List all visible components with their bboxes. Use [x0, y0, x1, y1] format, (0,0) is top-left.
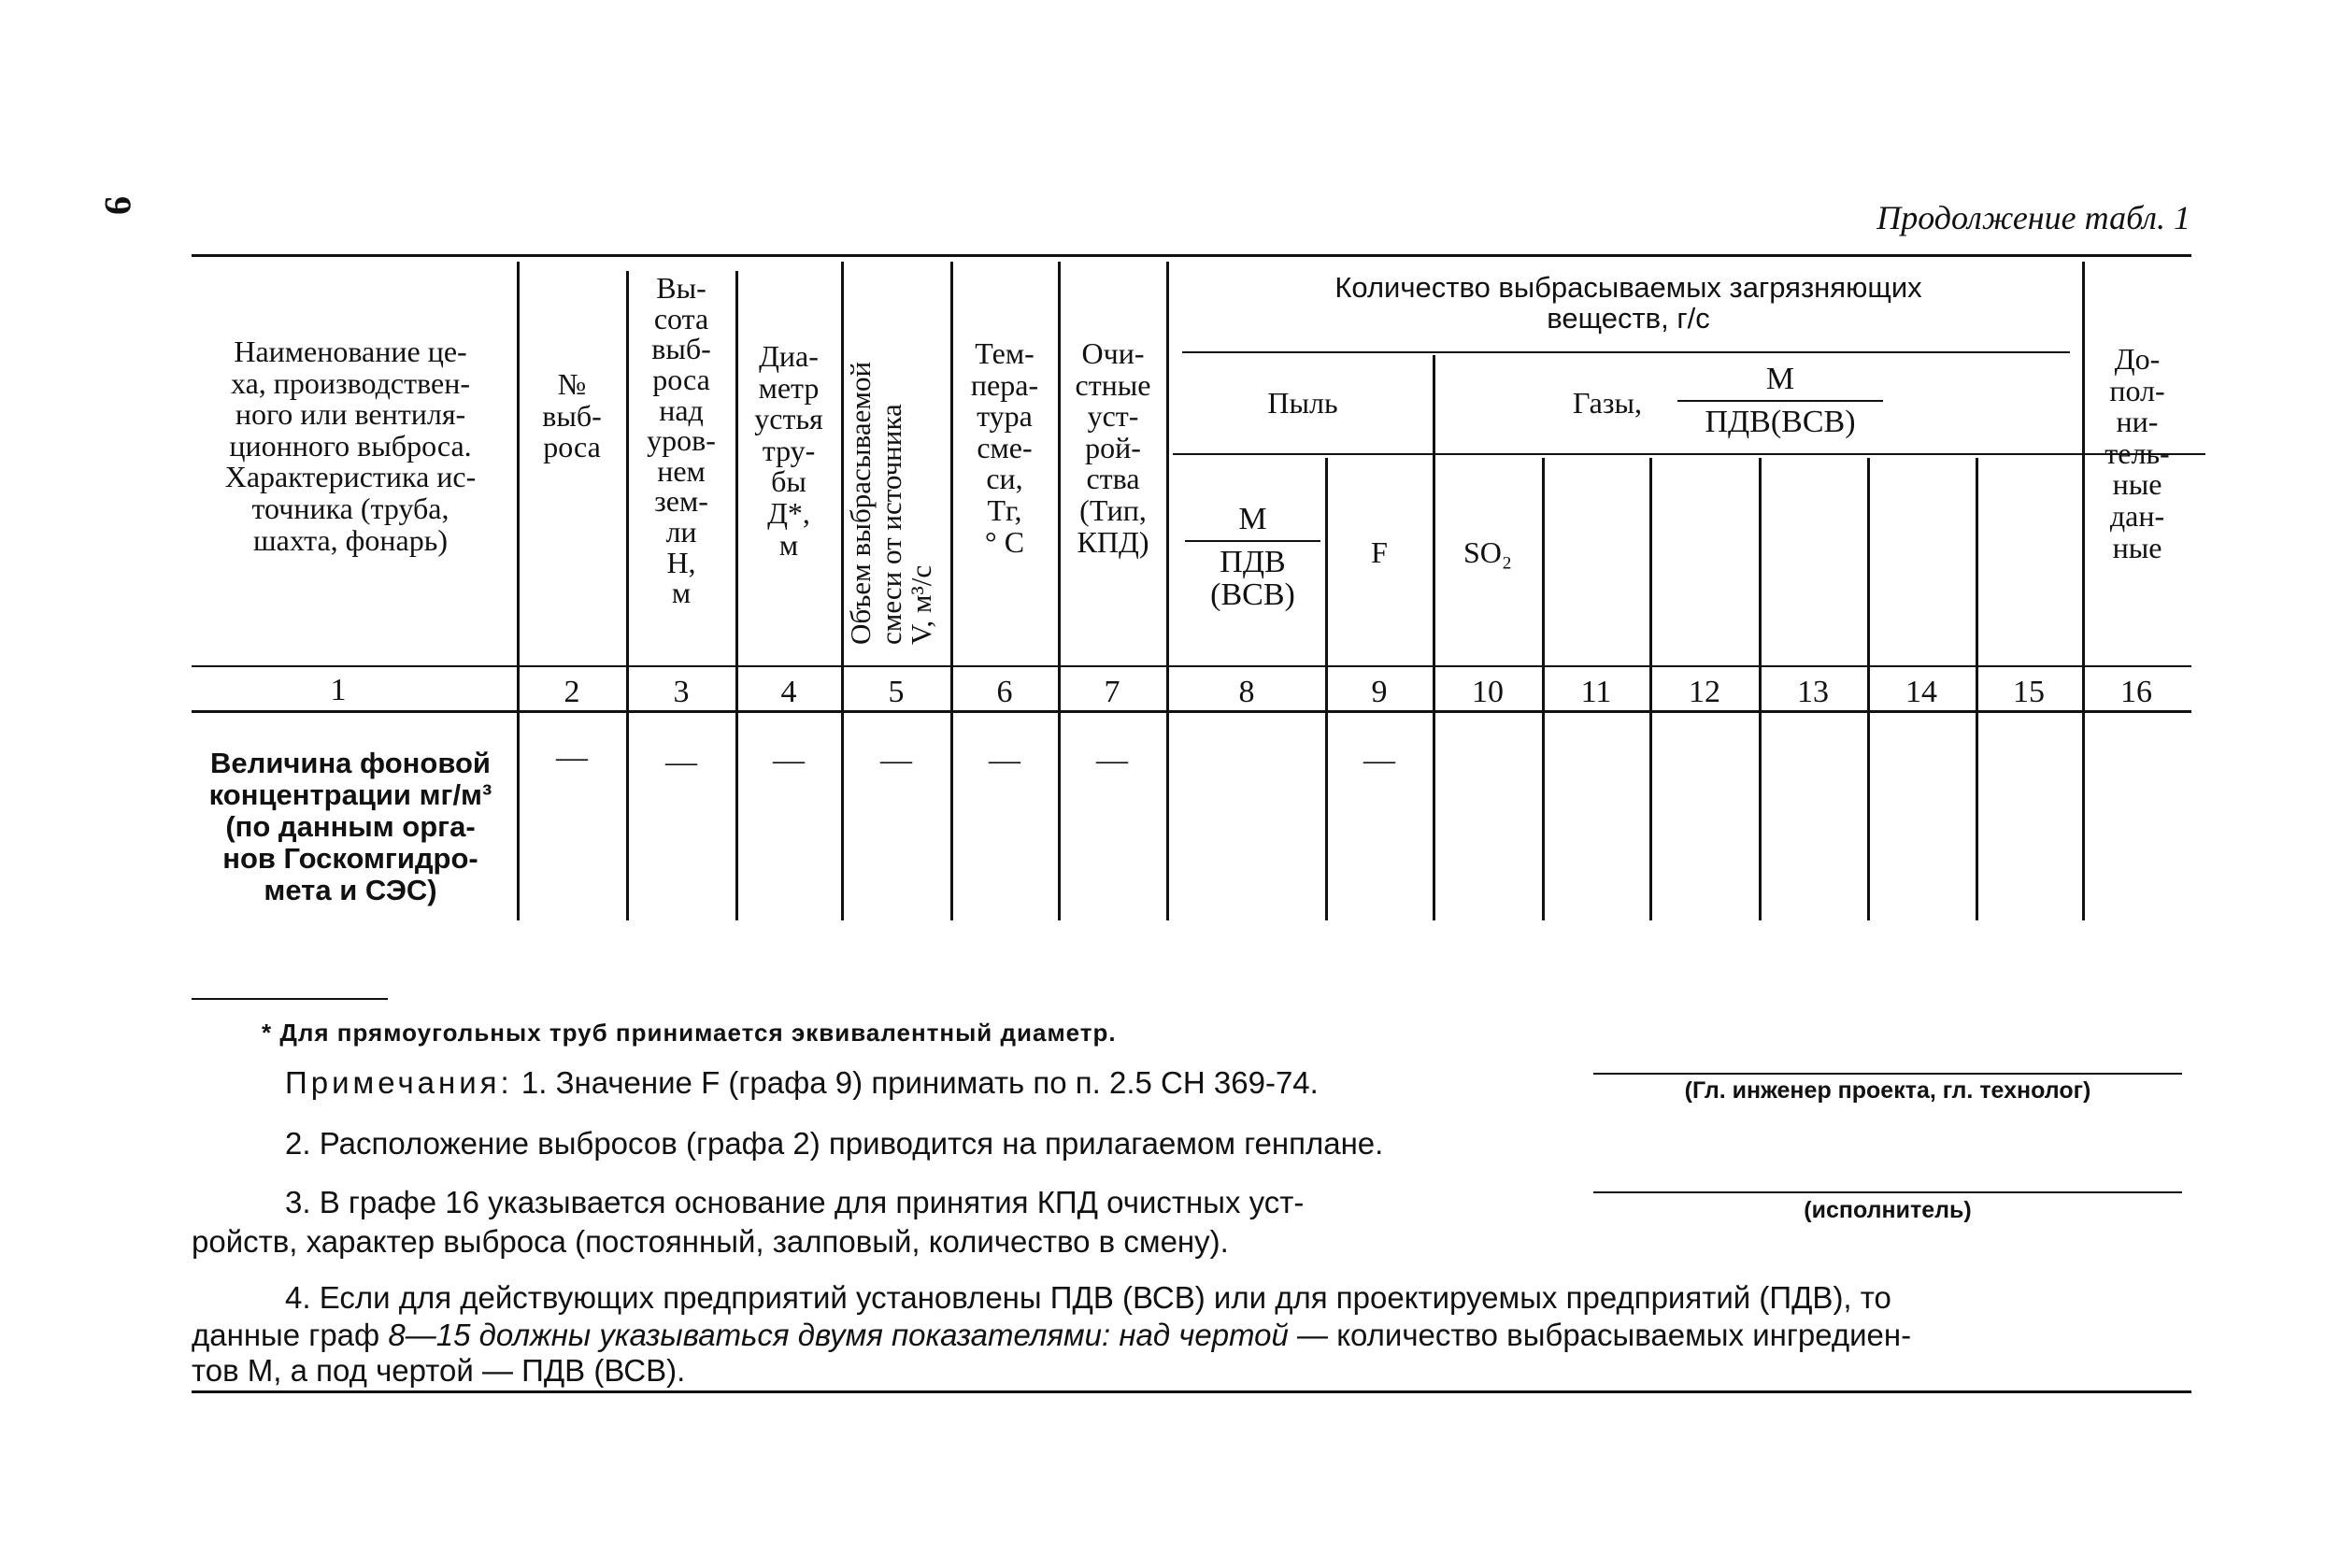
- column-number: 12: [1689, 675, 1720, 709]
- row-dash: —: [556, 740, 588, 775]
- background-concentration-label: Величина фоновой концентрации мг/м³ (по данным орга- нов Госкомгидро- мета и СЭС): [208, 747, 492, 907]
- header-additional-data: До- пол- ни- тель- ные дан- ные: [2105, 342, 2170, 564]
- fraction-bar: [1677, 400, 1883, 402]
- signature-executor: (исполнитель): [1804, 1197, 1972, 1223]
- row-dash: —: [1363, 743, 1395, 777]
- header-pollutants-group: Количество выбрасываемых загрязняющих веществ, г/с: [1334, 271, 1922, 335]
- signature-line-1: [1593, 1073, 2182, 1075]
- header-bottom-rule: [192, 665, 2191, 667]
- note-4-line2: [192, 1318, 1911, 1353]
- header-emission-number: № выб- роса: [542, 367, 602, 464]
- header-gases: Газы,: [1572, 386, 1643, 420]
- bottom-rule: [192, 1390, 2191, 1393]
- column-number: 14: [1905, 675, 1937, 709]
- footnote-rule: [192, 998, 388, 1000]
- colnum-bottom-rule: [192, 710, 2191, 713]
- page-number: 9: [97, 196, 139, 215]
- header-temperature: Тем- пера- тура сме- си, Тг, ° С: [970, 336, 1039, 559]
- column-number: 3: [673, 675, 690, 709]
- header-diameter: Диа- метр устья тру- бы Д*, м: [754, 339, 823, 562]
- column-number: 5: [888, 675, 905, 709]
- note-4-line1: 4. Если для действующих предприятий установлены ПДВ (ВСВ) или для проектируемых предприятий (ПДВ), то: [285, 1280, 1891, 1315]
- row-dash: —: [989, 743, 1020, 777]
- col-divider: [1976, 458, 1978, 920]
- note-4-line2-c: — количество выбрасываемых ингредиен-: [1288, 1318, 1912, 1352]
- col-divider: [1433, 355, 1435, 920]
- row-dash: —: [880, 743, 912, 777]
- row-dash: —: [773, 743, 805, 777]
- note-4-line3: тов М, а под чертой — ПДВ (ВСВ).: [192, 1353, 686, 1388]
- footnote: * Для прямоугольных труб принимается эквивалентный диаметр.: [262, 1019, 1117, 1047]
- subgroup-rule: [1173, 453, 2205, 455]
- col-divider: [1649, 458, 1652, 920]
- column-number: 9: [1371, 675, 1388, 709]
- column-number: 10: [1472, 675, 1504, 709]
- col-divider: [1325, 458, 1328, 920]
- note-1: [285, 1065, 1319, 1101]
- col8-numerator: М: [1238, 502, 1267, 536]
- table-top-rule: [192, 254, 2191, 257]
- header-col10-so2: SO₂: [1462, 535, 1513, 569]
- note-2: 2. Расположение выбросов (графа 2) приводится на прилагаемом генплане.: [285, 1126, 1384, 1161]
- note-4-line2-b: 8—15 должны указываться двумя показателями: над чертой: [388, 1318, 1289, 1352]
- signature-chief-engineer: (Гл. инженер проекта, гл. технолог): [1684, 1077, 2091, 1104]
- gases-fraction-denominator: ПДВ(ВСВ): [1705, 404, 1856, 439]
- column-number: 1: [330, 673, 347, 707]
- col-divider: [1166, 262, 1169, 920]
- column-number: 4: [780, 675, 797, 709]
- gases-fraction-numerator: М: [1765, 362, 1795, 396]
- col-divider: [1759, 458, 1762, 920]
- note-4-line2-a: данные граф: [192, 1318, 389, 1352]
- row-dash: —: [665, 745, 697, 779]
- column-number: 13: [1797, 675, 1829, 709]
- column-number: 11: [1580, 675, 1612, 709]
- note-3-line1: 3. В графе 16 указывается основание для принятия КПД очистных уст-: [285, 1185, 1305, 1219]
- column-number: 15: [2013, 675, 2045, 709]
- col-divider: [1867, 458, 1870, 920]
- signature-line-2: [1593, 1191, 2182, 1193]
- note-1-text: 1. Значение F (графа 9) принимать по п. 2.5 СН 369-74.: [521, 1065, 1319, 1100]
- column-number: 2: [564, 675, 580, 709]
- col8-denominator: ПДВ (ВСВ): [1210, 544, 1295, 613]
- col-divider: [1542, 458, 1545, 920]
- header-col8-fraction: [1185, 503, 1320, 612]
- header-cleaning-devices: Очи- стные уст- рой- ства (Тип, КПД): [1075, 336, 1151, 559]
- column-number: 16: [2120, 675, 2152, 709]
- note-3-line2: ройств, характер выброса (постоянный, залповый, количество в смену).: [192, 1224, 1229, 1259]
- column-number: 6: [996, 675, 1013, 709]
- column-number: 7: [1104, 675, 1120, 709]
- header-dust: Пыль: [1267, 386, 1338, 420]
- group-title-rule: [1182, 351, 2070, 353]
- col-divider: [517, 262, 520, 920]
- column-number: 8: [1238, 675, 1255, 709]
- header-col9-f: F: [1371, 535, 1388, 569]
- table-continuation-label: Продолжение табл. 1: [1876, 199, 2190, 236]
- notes-label: Примечания:: [285, 1065, 513, 1100]
- header-gases-fraction: [1677, 363, 1883, 438]
- fraction-bar: [1185, 540, 1320, 542]
- header-source-name: Наименование це- ха, производствен- ного или вентиля- ционного выброса. Характеристика ис- точника (труба, шахта, фонарь): [224, 335, 477, 557]
- row-dash: —: [1096, 743, 1128, 777]
- header-height: Вы- сота выб- роса над уров- нем зем- ли H, м: [647, 271, 716, 610]
- header-volume: Объем выбрасываемой смеси от источника V, м³/с: [844, 361, 938, 645]
